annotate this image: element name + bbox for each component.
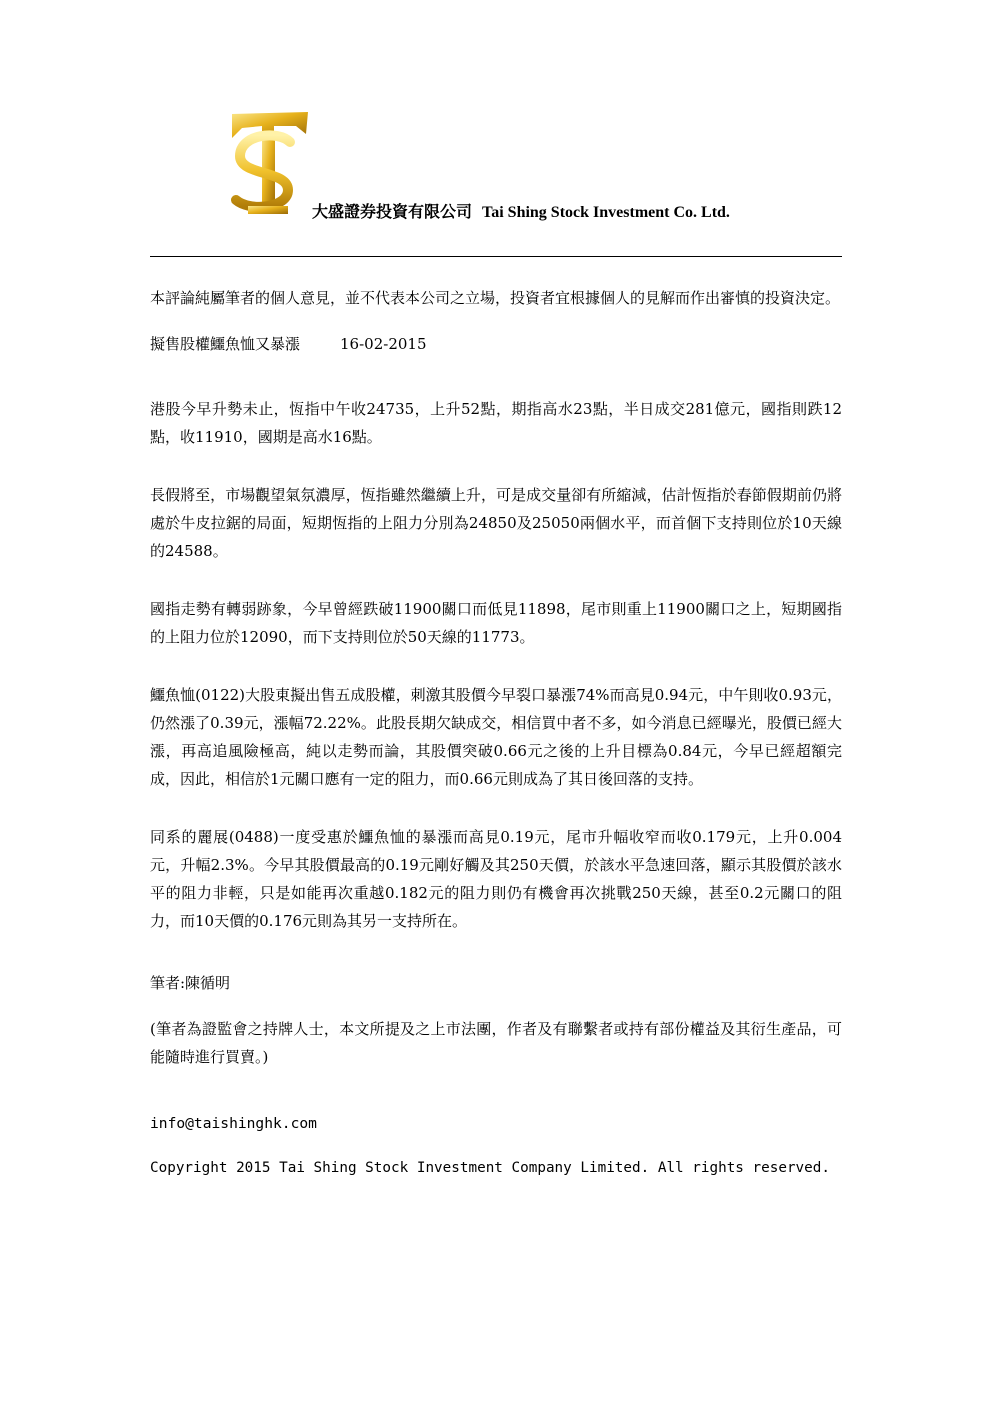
header-divider: [150, 256, 842, 257]
company-name-en: Tai Shing Stock Investment Co. Ltd.: [482, 204, 730, 221]
article-body: [150, 284, 842, 1182]
author-note: (筆者為證監會之持牌人士，本文所提及之上市法團，作者及有聯繫者或持有部份權益及其衍生產品，可能隨時進行買賣。): [150, 1020, 842, 1066]
article-title-line: [150, 330, 842, 358]
article-date: 16-02-2015: [340, 335, 427, 353]
paragraph: 鱷魚恤(0122)大股東擬出售五成股權，刺激其股價今早裂口暴漲74%而高見0.94元，中午則收0.93元，仍然漲了0.39元，漲幅72.22%。此股長期欠缺成交，相信買中者不多，如今消息已經曝光，股價已經大漲，再高追風險極高，純以走勢而論，其股價突破0.66元之後的上升目標為0.84元，今早已經超額完成，因此，相信於1元關口應有一定的阻力，而0.66元則成為了其日後回落的支持。: [150, 686, 842, 788]
company-name-zh: 大盛證券投資有限公司: [312, 204, 473, 221]
disclaimer: 本評論純屬筆者的個人意見，並不代表本公司之立場，投資者宜根據個人的見解而作出審慎的投資決定。: [150, 289, 841, 307]
company-logo: [226, 108, 312, 220]
paragraph: 長假將至，市場觀望氣氛濃厚，恆指雖然繼續上升，可是成交量卻有所縮減，估計恆指於春節假期前仍將處於牛皮拉鋸的局面，短期恆指的上阻力分別為24850及25050兩個水平，而首個下支持則位於10天線的24588。: [150, 486, 842, 560]
paragraph: 國指走勢有轉弱跡象，今早曾經跌破11900關口而低見11898，尾市則重上11900關口之上，短期國指的上阻力位於12090，而下支持則位於50天線的11773。: [150, 600, 842, 646]
copyright: Copyright 2015 Tai Shing Stock Investment Company Limited. All rights reserved.: [150, 1160, 830, 1176]
paragraph: 港股今早升勢未止，恆指中午收24735，上升52點，期指高水23點，半日成交281億元，國指則跌12點，收11910，國期是高水16點。: [150, 400, 842, 446]
contact-email[interactable]: info@taishinghk.com: [150, 1115, 317, 1132]
author: 筆者:陳循明: [150, 974, 231, 992]
paragraph: 同系的麗展(0488)一度受惠於鱷魚恤的暴漲而高見0.19元，尾市升幅收窄而收0.179元，上升0.004元，升幅2.3%。今早其股價最高的0.19元剛好觸及其250天價，於該水平急速回落，顯示其股價於該水平的阻力非輕，只是如能再次重越0.182元的阻力則仍有機會再次挑戰250天線，甚至0.2元關口的阻力，而10天價的0.176元則為其另一支持所在。: [150, 828, 842, 930]
company-name: [312, 199, 730, 222]
article-title: 擬售股權鱷魚恤又暴漲: [150, 335, 301, 353]
